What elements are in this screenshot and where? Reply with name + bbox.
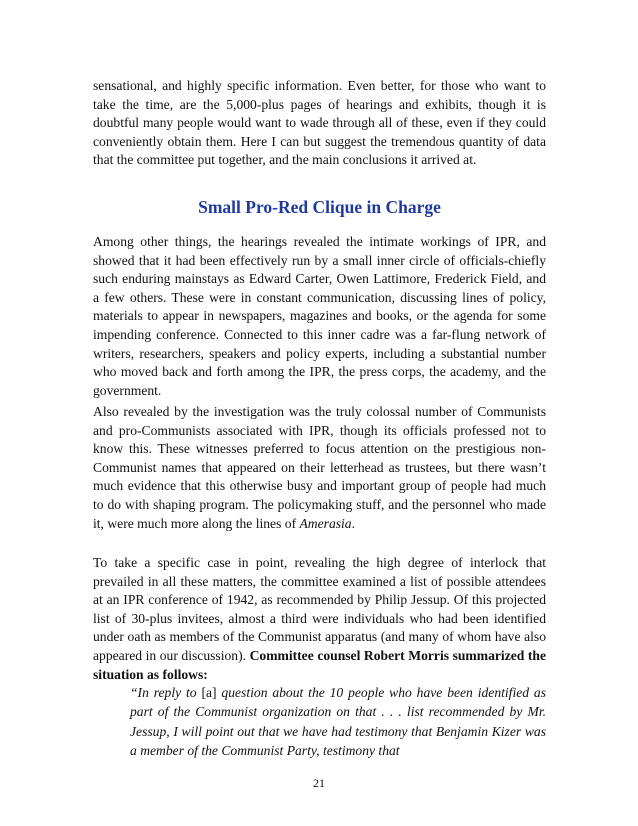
page-number: 21: [313, 776, 325, 790]
investigation-paragraph: [93, 403, 546, 533]
quote-bracket: [a]: [201, 685, 217, 700]
amerasia-title: Amerasia: [299, 515, 352, 531]
quote-text: question about the 10 people who have been identified as part of the Communist organization on that . . . list recommended by Mr. Jessup, I will point out that we have had testimony that Benjamin Kizer was a member of the Communist Party, testimony that: [130, 685, 546, 759]
investigation-text: Also revealed by the investigation was the truly colossal number of Communists and pro-Communists associated with IPR, though its officials professed not to know this. These witnesses preferred to focus attention on the prestigious non-Communist names that appeared on their letterhead as trustees, but there wasn’t much evidence that this otherwise busy and important group of people had much to do with shaping program. The policymaking stuff, and the personnel who made it, were much more along the lines of: [93, 404, 546, 531]
section-heading: Small Pro-Red Clique in Charge: [198, 197, 441, 217]
case-text: To take a specific case in point, revealing the high degree of interlock that prevailed in all these matters, the committee examined a list of possible attendees at an IPR conference of 1942, as recommended by Philip Jessup. Of this projected list of 30-plus invitees, almost a third were individuals who had been identified under oath as members of the Communist apparatus (and many of whom have also appeared in our discussion).: [93, 555, 546, 663]
case-bold-text: Committee counsel Robert Morris summarized the situation as follows:: [93, 647, 547, 682]
investigation-end: .: [351, 515, 356, 531]
block-quote: [130, 683, 546, 761]
intro-paragraph: sensational, and highly specific information. Even better, for those who want to take the time, are the 5,000-plus pages of hearings and exhibits, though it is doubtful many people would want to wade through all of these, even if they could conveniently obtain them. Here I can but suggest the tremendous quantity of data that the committee put together, and the main conclusions it arrived at.: [93, 78, 546, 168]
case-paragraph: [93, 554, 546, 684]
quote-open: “In reply to: [130, 685, 197, 700]
clique-paragraph: Among other things, the hearings revealed the intimate workings of IPR, and showed that it had been effectively run by a small inner circle of officials-chiefly such enduring mainstays as Edward Carter, Owen Lattimore, Frederick Field, and a few others. These were in constant communication, discussing lines of policy, materials to appear in newspapers, magazines and books, or the agenda for some impending conference. Connected to this inner cadre was a far-flung network of writers, researchers, speakers and policy experts, including a substantial number who moved back and forth among the IPR, the press corps, the academy, and the government.: [93, 234, 546, 398]
